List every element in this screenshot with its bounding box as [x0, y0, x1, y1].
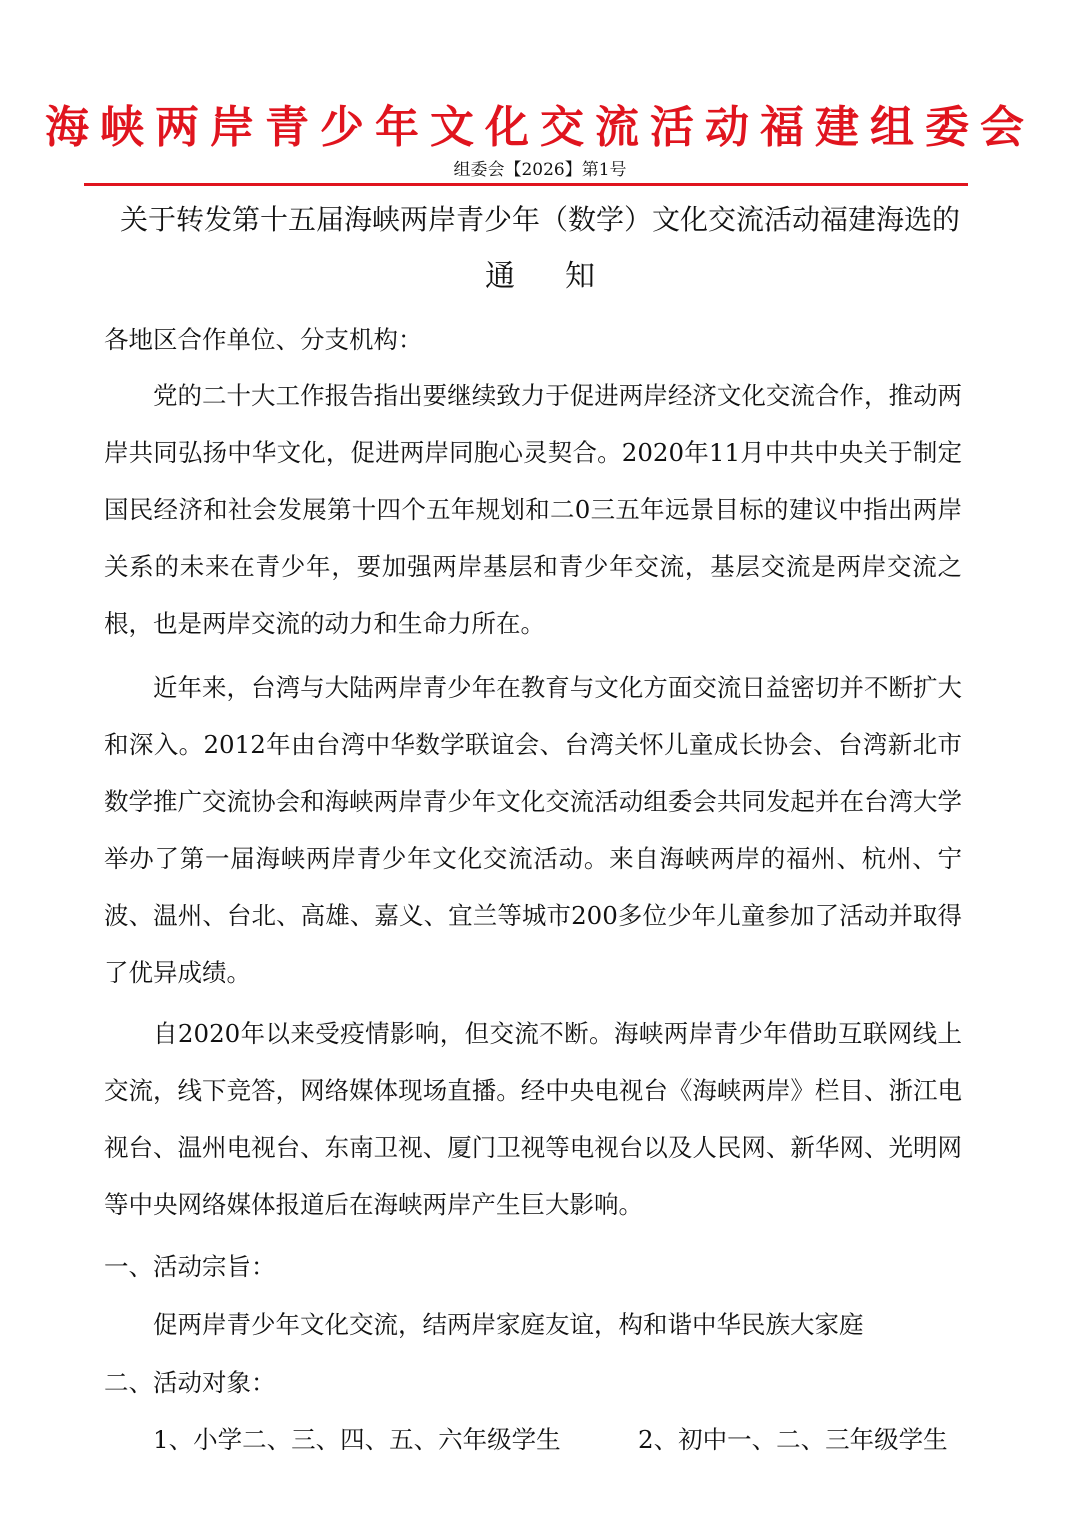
- target-item-junior: 2、初中一、二、三年级学生: [638, 1425, 948, 1454]
- paragraph-2: 近年来，台湾与大陆两岸青少年在教育与文化方面交流日益密切并不断扩大和深入。2012年由台湾中华数学联谊会、台湾关怀儿童成长协会、台湾新北市数学推广交流协会和海峡两岸青少年文化交流活动组委会共同发起并在台湾大学举办了第一届海峡两岸青少年文化交流活动。来自海峡两岸的福州、杭州、宁波、温州、台北、高雄、嘉义、宜兰等城市200多位少年儿童参加了活动并取得了优异成绩。: [104, 673, 962, 987]
- salutation: 各地区合作单位、分支机构：: [104, 325, 423, 354]
- document-number: 组委会【2026】第1号: [453, 160, 627, 180]
- paragraph-3: 自2020年以来受疫情影响，但交流不断。海峡两岸青少年借助互联网线上交流，线下竞答，网络媒体现场直播。经中央电视台《海峡两岸》栏目、浙江电视台、温州电视台、东南卫视、厦门卫视等电视台以及人民网、新华网、光明网等中央网络媒体报道后在海峡两岸产生巨大影响。: [104, 1019, 962, 1219]
- red-divider: [84, 183, 968, 186]
- notice-title: 关于转发第十五届海峡两岸青少年（数学）文化交流活动福建海选的: [119, 203, 960, 236]
- section-1-content: 促两岸青少年文化交流，结两岸家庭友谊，构和谐中华民族大家庭: [153, 1310, 864, 1339]
- notice-heading-text: 通知: [485, 259, 645, 294]
- paragraph-1: 党的二十大工作报告指出要继续致力于促进两岸经济文化交流合作，推动两岸共同弘扬中华文化，促进两岸同胞心灵契合。2020年11月中共中央关于制定国民经济和社会发展第十四个五年规划和二0三五年远景目标的建议中指出两岸关系的未来在青少年，要加强两岸基层和青少年交流，基层交流是两岸交流之根，也是两岸交流的动力和生命力所在。: [104, 381, 962, 638]
- org-title: 海峡两岸青少年文化交流活动福建组委会: [45, 102, 1035, 153]
- target-item-primary: 1、小学二、三、四、五、六年级学生: [153, 1425, 561, 1454]
- section-1-heading: 一、活动宗旨：: [104, 1252, 276, 1281]
- notice-heading: [0, 255, 1080, 299]
- section-2-heading: 二、活动对象：: [104, 1368, 276, 1397]
